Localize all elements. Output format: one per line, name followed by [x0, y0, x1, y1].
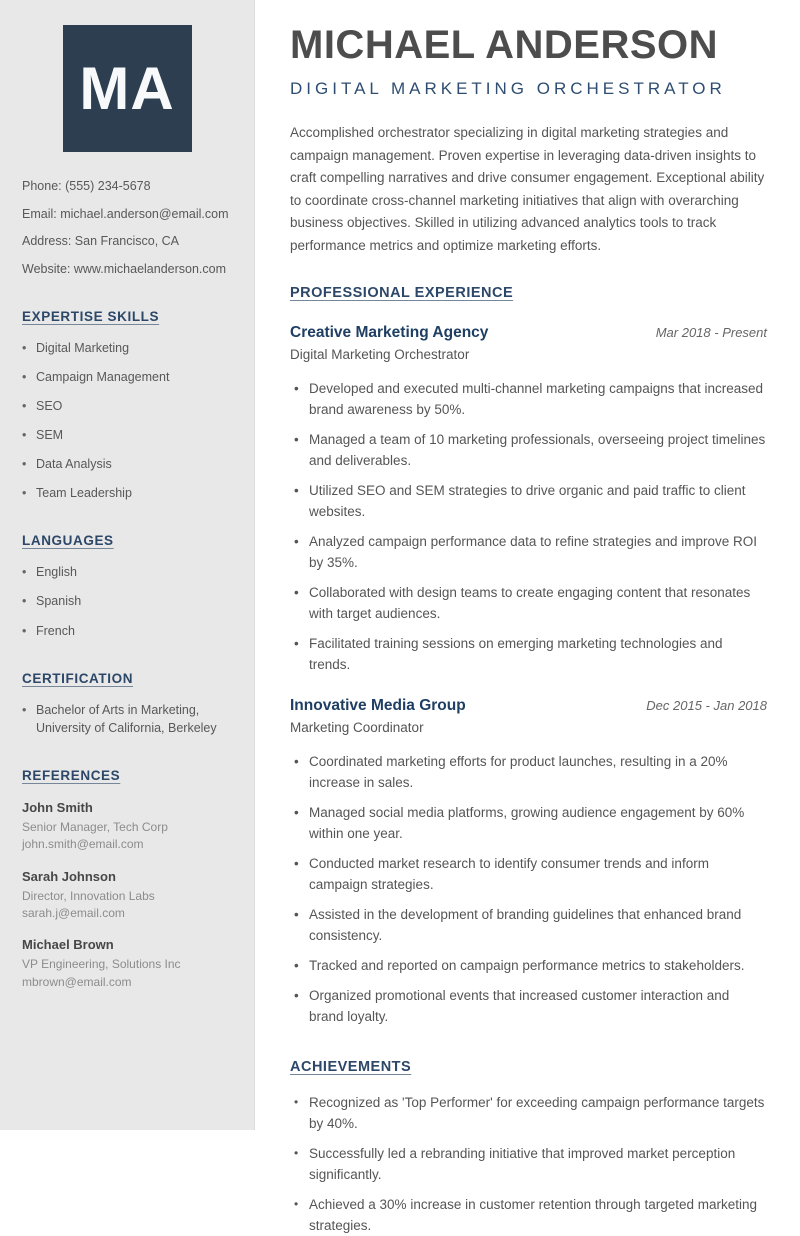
- monogram-initials: MA: [79, 55, 175, 122]
- skill-item: • SEO: [22, 397, 232, 415]
- reference-email: sarah.j@email.com: [22, 906, 125, 921]
- job-bullet: • Developed and executed multi-channel marketing campaigns that increased brand awareness by 50%.: [290, 378, 767, 420]
- job-header: [290, 697, 767, 715]
- language-item: • English: [22, 563, 232, 581]
- job-dates: Mar 2018 - Present: [655, 325, 767, 340]
- sidebar: [0, 0, 255, 1130]
- certification-section: [22, 670, 232, 737]
- job-bullet: • Conducted market research to identify consumer trends and inform campaign strategies.: [290, 853, 767, 895]
- references-heading: REFERENCES: [22, 767, 121, 783]
- job-bullet: • Assisted in the development of branding guidelines that enhanced brand consistency.: [290, 904, 767, 946]
- reference-email: john.smith@email.com: [22, 837, 144, 852]
- languages-heading: LANGUAGES: [22, 533, 114, 549]
- reference-role: VP Engineering, Solutions Inc: [22, 957, 181, 972]
- job-header: [290, 324, 767, 342]
- company-name: Creative Marketing Agency: [290, 324, 489, 341]
- candidate-title: DIGITAL MARKETING ORCHESTRATOR: [290, 79, 726, 98]
- job-dates: Dec 2015 - Jan 2018: [646, 698, 767, 713]
- main-content: [255, 0, 800, 1233]
- skill-item: • Digital Marketing: [22, 339, 232, 357]
- languages-section: [22, 532, 232, 639]
- reference-role: Director, Innovation Labs: [22, 888, 155, 903]
- achievements-section: [290, 1058, 767, 1236]
- reference-entry: [22, 937, 232, 991]
- reference-role: Senior Manager, Tech Corp: [22, 819, 168, 834]
- achievement-item: • Successfully led a rebranding initiative that improved market perception significantly.: [290, 1143, 767, 1185]
- language-item: • Spanish: [22, 592, 232, 610]
- job-bullet: • Tracked and reported on campaign performance metrics to stakeholders.: [290, 955, 767, 976]
- reference-email: mbrown@email.com: [22, 974, 132, 989]
- skills-heading: EXPERTISE SKILLS: [22, 308, 160, 324]
- job-bullet: • Managed social media platforms, growing audience engagement by 60% within one year.: [290, 802, 767, 844]
- achievements-list: [290, 1092, 767, 1236]
- job-bullet: • Collaborated with design teams to create engaging content that resonates with target audiences.: [290, 582, 767, 624]
- job-bullet-list: [290, 751, 767, 1027]
- job-bullet: • Coordinated marketing efforts for product launches, resulting in a 20% increase in sales.: [290, 751, 767, 793]
- language-item: • French: [22, 622, 232, 640]
- certification-list: [22, 701, 232, 737]
- candidate-name: MICHAEL ANDERSON: [290, 23, 719, 67]
- contact-email: Email: michael.anderson@email.com: [22, 206, 229, 221]
- experience-section: [290, 284, 767, 1027]
- job-bullet: • Utilized SEO and SEM strategies to drive organic and paid traffic to client websites.: [290, 480, 767, 522]
- skill-item: • Team Leadership: [22, 484, 232, 502]
- certification-heading: CERTIFICATION: [22, 670, 134, 686]
- achievements-heading: ACHIEVEMENTS: [290, 1059, 412, 1075]
- summary-paragraph: Accomplished orchestrator specializing in digital marketing strategies and campaign management. Proven expertise in leveraging data-driven insights to craft compelling narratives and drive consumer engagement. Exceptional ability to coordinate cross-channel marketing initiatives that align with overarching business objectives. Skilled in utilizing advanced analytics tools to track performance metrics and optimize marketing efforts.: [290, 125, 765, 253]
- achievement-item: • Achieved a 30% increase in customer retention through targeted marketing strategies.: [290, 1194, 767, 1236]
- job-bullet: • Analyzed campaign performance data to refine strategies and improve ROI by 35%.: [290, 531, 767, 573]
- achievement-item: • Recognized as 'Top Performer' for exceeding campaign performance targets by 40%.: [290, 1092, 767, 1134]
- job-bullet: • Managed a team of 10 marketing professionals, overseeing project timelines and deliverables.: [290, 429, 767, 471]
- skill-item: • Data Analysis: [22, 455, 232, 473]
- job-bullet: • Facilitated training sessions on emerging marketing technologies and trends.: [290, 633, 767, 675]
- reference-entry: [22, 869, 232, 923]
- languages-list: [22, 563, 232, 639]
- reference-entry: [22, 800, 232, 854]
- reference-name: John Smith: [22, 799, 93, 815]
- experience-heading: PROFESSIONAL EXPERIENCE: [290, 285, 514, 301]
- skill-item: • SEM: [22, 426, 232, 444]
- skill-item: • Campaign Management: [22, 368, 232, 386]
- references-section: [22, 767, 232, 991]
- contact-address: Address: San Francisco, CA: [22, 234, 180, 249]
- job-bullet-list: [290, 378, 767, 675]
- contact-info: [22, 179, 232, 278]
- job-bullet: • Organized promotional events that increased customer interaction and brand loyalty.: [290, 985, 767, 1027]
- skills-list: [22, 339, 232, 503]
- job-entry: [290, 324, 767, 675]
- contact-website: Website: www.michaelanderson.com: [22, 261, 227, 276]
- job-role: Marketing Coordinator: [290, 720, 424, 735]
- monogram-badge: [63, 25, 192, 152]
- certification-item: • Bachelor of Arts in Marketing, University of California, Berkeley: [22, 701, 232, 737]
- reference-name: Michael Brown: [22, 937, 114, 953]
- company-name: Innovative Media Group: [290, 697, 466, 714]
- skills-section: [22, 308, 232, 503]
- job-role: Digital Marketing Orchestrator: [290, 347, 470, 362]
- job-entry: [290, 697, 767, 1027]
- reference-name: Sarah Johnson: [22, 868, 116, 884]
- contact-phone: Phone: (555) 234-5678: [22, 179, 151, 193]
